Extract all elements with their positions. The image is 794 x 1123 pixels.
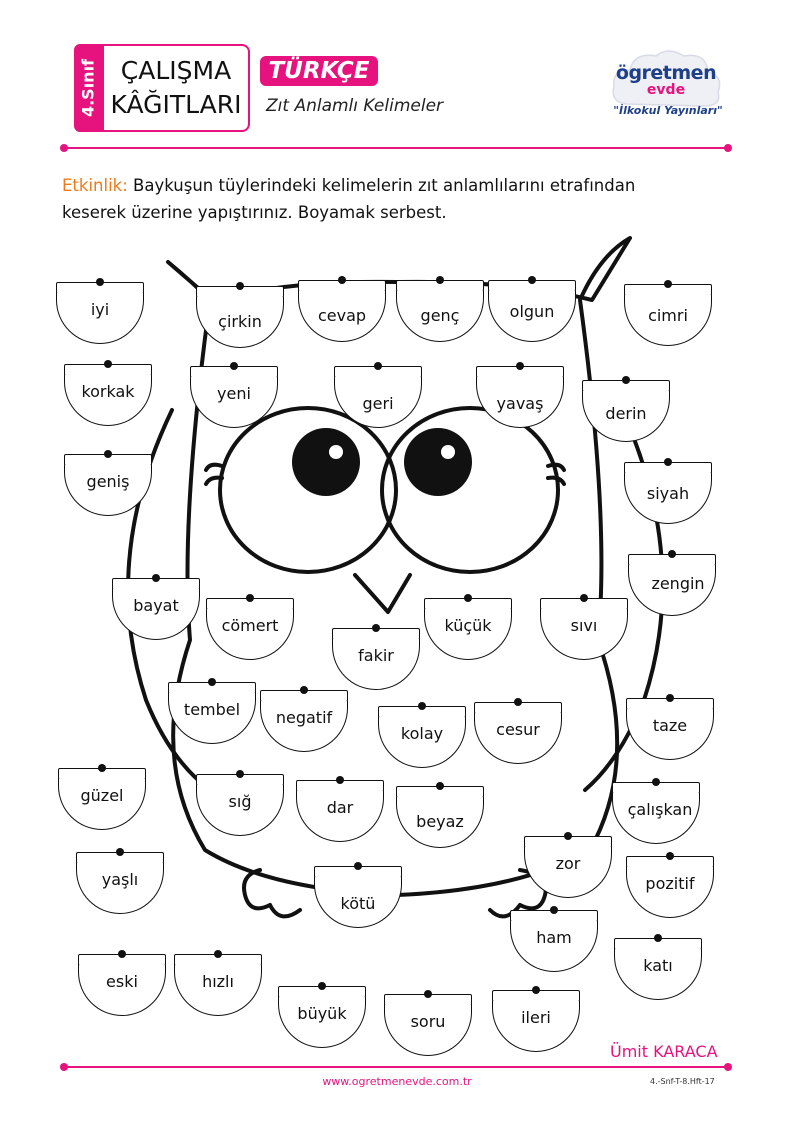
title-line-2: KÂĞITLARI [110,90,242,119]
feather-item[interactable] [196,286,284,348]
feather-item[interactable] [612,782,700,844]
feather-word: zengin [651,574,705,593]
feather-item[interactable] [384,994,472,1056]
feather-word: sıvı [570,616,598,635]
feather-item[interactable] [112,578,200,640]
feather-item[interactable] [540,598,628,660]
feather-item[interactable] [624,284,712,346]
grade-label: 4.Sınıf [78,58,98,118]
feather-item[interactable] [510,910,598,972]
feather-item[interactable] [582,380,670,442]
document-code: 4.-Snf-T-8.Hft-17 [650,1077,715,1086]
feather-word: yaşlı [101,870,139,889]
footer-divider [64,1066,728,1068]
feather-word: yavaş [496,394,544,413]
feather-word: cesur [496,720,540,739]
feather-item[interactable] [58,768,146,830]
feather-item[interactable] [296,780,384,842]
feather-word: büyük [297,1004,347,1023]
feather-item[interactable] [474,702,562,764]
feather-word: geniş [86,472,130,491]
feather-item[interactable] [64,454,152,516]
right-pupil [404,428,472,496]
feather-word: olgun [509,302,555,321]
feather-word: korkak [81,382,135,401]
feather-item[interactable] [424,598,512,660]
feather-item[interactable] [524,836,612,898]
page-subtitle: Zıt Anlamlı Kelimeler [266,96,444,116]
feather-item[interactable] [196,774,284,836]
feather-word: derin [605,404,647,423]
left-pupil [292,428,360,496]
feather-word: pozitif [645,874,695,893]
feather-word: yeni [217,384,251,403]
author-name: Ümit KARACA [610,1042,718,1061]
feather-word: kolay [400,724,444,743]
feather-word: fakir [358,646,394,665]
feather-item[interactable] [56,282,144,344]
feather-word: hızlı [202,972,234,991]
feather-item[interactable] [396,786,484,848]
feather-word: geri [362,394,394,413]
feather-item[interactable] [378,706,466,768]
feather-word: siyah [646,484,690,503]
title-line-1: ÇALIŞMA [120,56,232,85]
feather-item[interactable] [624,462,712,524]
feather-word: cimri [648,306,688,325]
feather-item[interactable] [206,598,294,660]
feather-item[interactable] [64,364,152,426]
feather-item[interactable] [190,366,278,428]
feather-item[interactable] [626,856,714,918]
feather-word: negatif [275,708,333,727]
instruction-text: Baykuşun tüylerindeki kelimelerin zıt anlamlılarını etrafından keserek üzerine yapıştırınız. Boyamak serbest. [62,176,636,222]
feather-item[interactable] [626,698,714,760]
feather-item[interactable] [174,954,262,1016]
feather-word: katı [643,956,673,975]
feather-word: kötü [340,894,376,913]
feather-word: sığ [228,792,252,811]
feather-item[interactable] [614,938,702,1000]
feather-item[interactable] [492,990,580,1052]
feather-word: eski [106,972,138,991]
instruction-label: Etkinlik: [62,176,128,195]
feather-item[interactable] [332,628,420,690]
feather-word: zor [555,854,581,873]
logo-brand-2: evde [646,82,686,98]
feather-word: cevap [317,306,367,325]
feather-item[interactable] [396,280,484,342]
feather-item[interactable] [334,366,422,428]
website-link[interactable]: www.ogretmenevde.com.tr [322,1075,472,1088]
feather-item[interactable] [298,280,386,342]
subject-badge: TÜRKÇE [260,56,378,86]
logo-tagline: "İlkokul Yayınları" [613,104,723,117]
feather-word: ileri [521,1008,551,1027]
feather-item[interactable] [76,852,164,914]
feather-word: iyi [90,300,110,319]
feather-word: taze [652,716,688,735]
feather-word: cömert [221,616,279,635]
feather-item[interactable] [260,690,348,752]
feather-word: dar [326,798,354,817]
feather-item[interactable] [314,866,402,928]
feather-item[interactable] [476,366,564,428]
feather-word: çirkin [218,312,262,331]
feather-item[interactable] [168,682,256,744]
feather-word: çalışkan [627,800,693,819]
feather-word: soru [410,1012,446,1031]
feather-word: güzel [80,786,124,805]
feather-item[interactable] [488,280,576,342]
feather-word: beyaz [416,812,464,831]
feather-word: tembel [183,700,241,719]
feather-word: küçük [444,616,492,635]
feather-word: genç [420,306,460,325]
feather-word: bayat [133,596,179,615]
feather-item[interactable] [78,954,166,1016]
logo-brand: ögretmen [615,62,717,84]
feather-item[interactable] [628,554,716,616]
feather-word: ham [536,928,572,947]
feather-item[interactable] [278,986,366,1048]
